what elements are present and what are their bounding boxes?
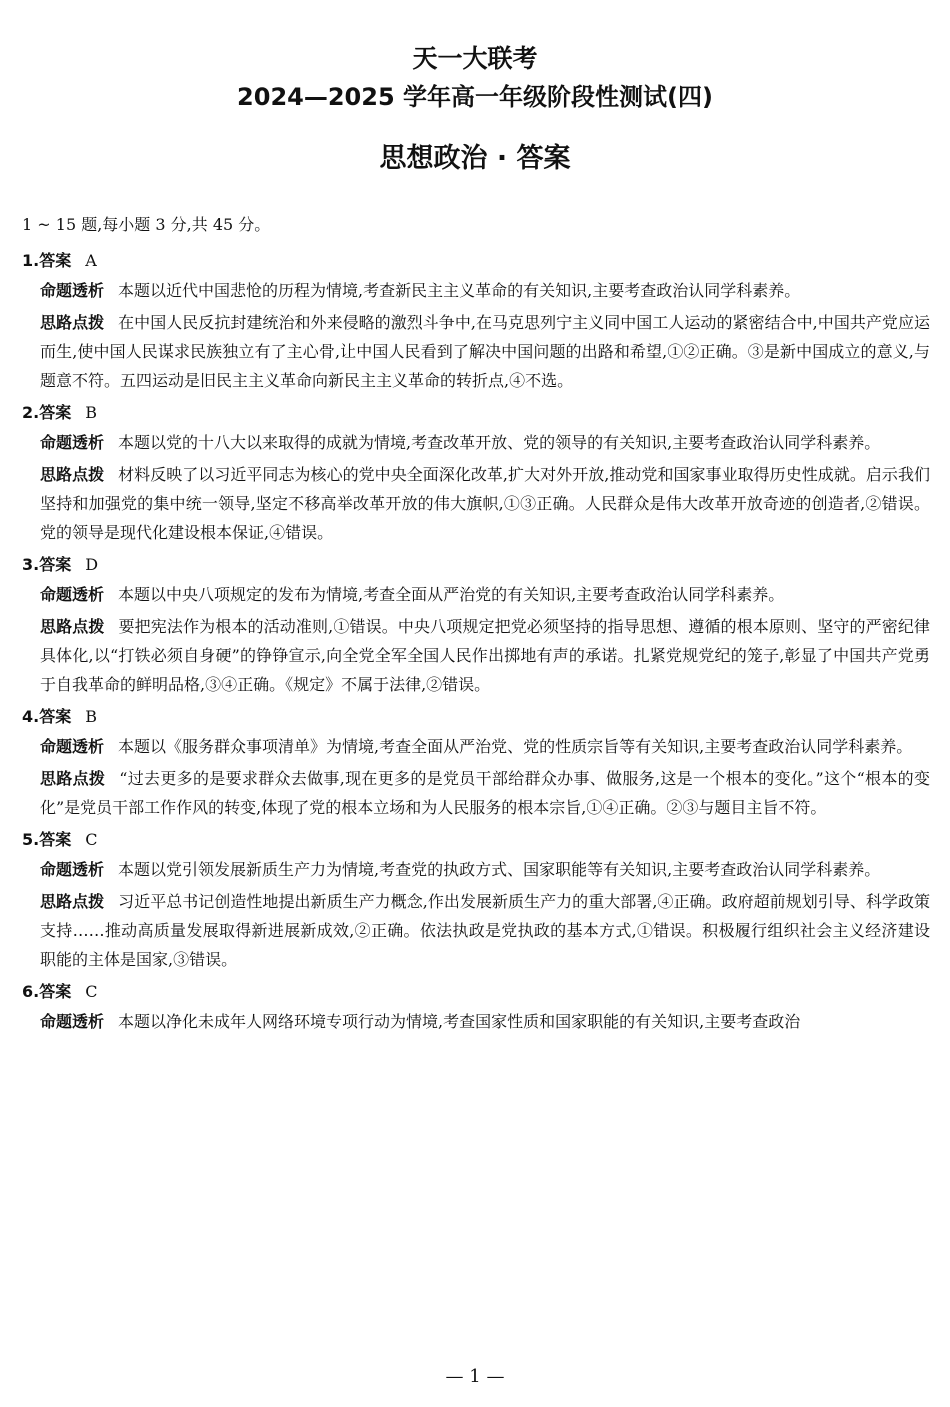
- answer-item: [22, 702, 930, 822]
- question-number: 6.: [22, 982, 40, 1001]
- answer-line: [22, 825, 930, 855]
- analysis-text: 本题以《服务群众事项清单》为情境,考查全面从严治党、党的性质宗旨等有关知识,主要考查政治认同学科素养。: [118, 737, 913, 756]
- answer-label: 答案: [39, 251, 72, 270]
- analysis-text: 本题以党引领发展新质生产力为情境,考查党的执政方式、国家职能等有关知识,主要考查政治认同学科素养。: [118, 860, 881, 879]
- answer-label: 答案: [39, 982, 72, 1001]
- thinking-label: 思路点拨: [40, 465, 105, 484]
- subject-title: 思想政治 · 答案: [379, 143, 571, 174]
- thinking-text: “过去更多的是要求群众去做事,现在更多的是党员干部给群众办事、做服务,这是一个根本的变化。”这个“根本的变化”是党员干部工作作风的转变,体现了党的根本立场和为人民服务的根本宗旨,①④正确。②③与题目主旨不符。: [40, 769, 930, 817]
- thinking-text: 在中国人民反抗封建统治和外来侵略的激烈斗争中,在马克思列宁主义同中国工人运动的紧密结合中,中国共产党应运而生,使中国人民谋求民族独立有了主心骨,让中国人民看到了解决中国问题的出路和希望,①②正确。③是新中国成立的意义,与题意不符。五四运动是旧民主主义革命向新民主主义革命的转折点,④不选。: [40, 313, 930, 390]
- answer-item: [22, 398, 930, 547]
- answer-item: [22, 825, 930, 974]
- thinking-label: 思路点拨: [40, 892, 105, 911]
- thinking-paragraph: [22, 764, 930, 822]
- answer-choice: B: [85, 707, 97, 726]
- answer-label: 答案: [39, 830, 72, 849]
- answer-label: 答案: [39, 555, 72, 574]
- question-number: 2.: [22, 403, 40, 422]
- answer-label: 答案: [39, 403, 72, 422]
- answer-choice: B: [85, 403, 97, 422]
- analysis-text: 本题以中央八项规定的发布为情境,考查全面从严治党的有关知识,主要考查政治认同学科素养。: [118, 585, 785, 604]
- answer-line: [22, 398, 930, 428]
- thinking-text: 材料反映了以习近平同志为核心的党中央全面深化改革,扩大对外开放,推动党和国家事业取得历史性成就。启示我们坚持和加强党的集中统一领导,坚定不移高举改革开放的伟大旗帜,①③正确。人民群众是伟大改革开放奇迹的创造者,②错误。党的领导是现代化建设根本保证,④错误。: [40, 465, 930, 542]
- analysis-paragraph: [22, 855, 930, 884]
- answer-line: [22, 246, 930, 276]
- analysis-paragraph: [22, 276, 930, 305]
- answer-line: [22, 550, 930, 580]
- page-number: — 1 —: [445, 1366, 505, 1387]
- question-number: 3.: [22, 555, 40, 574]
- exam-title: 2024—2025 学年高一年级阶段性测试(四): [237, 83, 713, 111]
- analysis-text: 本题以党的十八大以来取得的成就为情境,考查改革开放、党的领导的有关知识,主要考查政治认同学科素养。: [118, 433, 881, 452]
- analysis-label: 命题透析: [40, 433, 105, 452]
- answer-item: [22, 977, 930, 1036]
- answer-choice: D: [85, 555, 99, 574]
- analysis-text: 本题以净化未成年人网络环境专项行动为情境,考查国家性质和国家职能的有关知识,主要考查政治: [118, 1012, 801, 1031]
- thinking-label: 思路点拨: [40, 769, 106, 788]
- analysis-paragraph: [22, 1007, 930, 1036]
- question-number: 5.: [22, 830, 40, 849]
- thinking-label: 思路点拨: [40, 617, 105, 636]
- analysis-paragraph: [22, 580, 930, 609]
- analysis-label: 命题透析: [40, 1012, 105, 1031]
- analysis-text: 本题以近代中国悲怆的历程为情境,考查新民主主义革命的有关知识,主要考查政治认同学科素养。: [118, 281, 801, 300]
- thinking-paragraph: [22, 308, 930, 395]
- thinking-label: 思路点拨: [40, 313, 105, 332]
- thinking-paragraph: [22, 460, 930, 547]
- answer-label: 答案: [39, 707, 72, 726]
- analysis-label: 命题透析: [40, 281, 105, 300]
- question-number: 1.: [22, 251, 40, 270]
- analysis-label: 命题透析: [40, 860, 105, 879]
- answer-line: [22, 702, 930, 732]
- thinking-text: 习近平总书记创造性地提出新质生产力概念,作出发展新质生产力的重大部署,④正确。政府超前规划引导、科学政策支持……推动高质量发展取得新进展新成效,②正确。依法执政是党执政的基本方式,①错误。积极履行组织社会主义经济建设职能的主体是国家,③错误。: [40, 892, 930, 969]
- analysis-paragraph: [22, 428, 930, 457]
- answer-line: [22, 977, 930, 1007]
- answer-choice: C: [85, 830, 98, 849]
- answer-choice: C: [85, 982, 98, 1001]
- analysis-paragraph: [22, 732, 930, 761]
- thinking-paragraph: [22, 887, 930, 974]
- answer-choice: A: [85, 251, 97, 270]
- thinking-text: 要把宪法作为根本的活动准则,①错误。中央八项规定把党必须坚持的指导思想、遵循的根本原则、坚守的严密纪律具体化,以“打铁必须自身硬”的铮铮宣示,向全党全军全国人民作出掷地有声的承诺。扎紧党规党纪的笼子,彰显了中国共产党勇于自我革命的鲜明品格,③④正确。《规定》不属于法律,②错误。: [40, 617, 930, 694]
- answer-list: [22, 246, 930, 1039]
- analysis-label: 命题透析: [40, 585, 105, 604]
- question-number: 4.: [22, 707, 40, 726]
- organizer-title: 天一大联考: [412, 44, 538, 73]
- answer-item: [22, 246, 930, 395]
- thinking-paragraph: [22, 612, 930, 699]
- analysis-label: 命题透析: [40, 737, 105, 756]
- answer-item: [22, 550, 930, 699]
- score-instructions: 1 ~ 15 题,每小题 3 分,共 45 分。: [22, 215, 271, 234]
